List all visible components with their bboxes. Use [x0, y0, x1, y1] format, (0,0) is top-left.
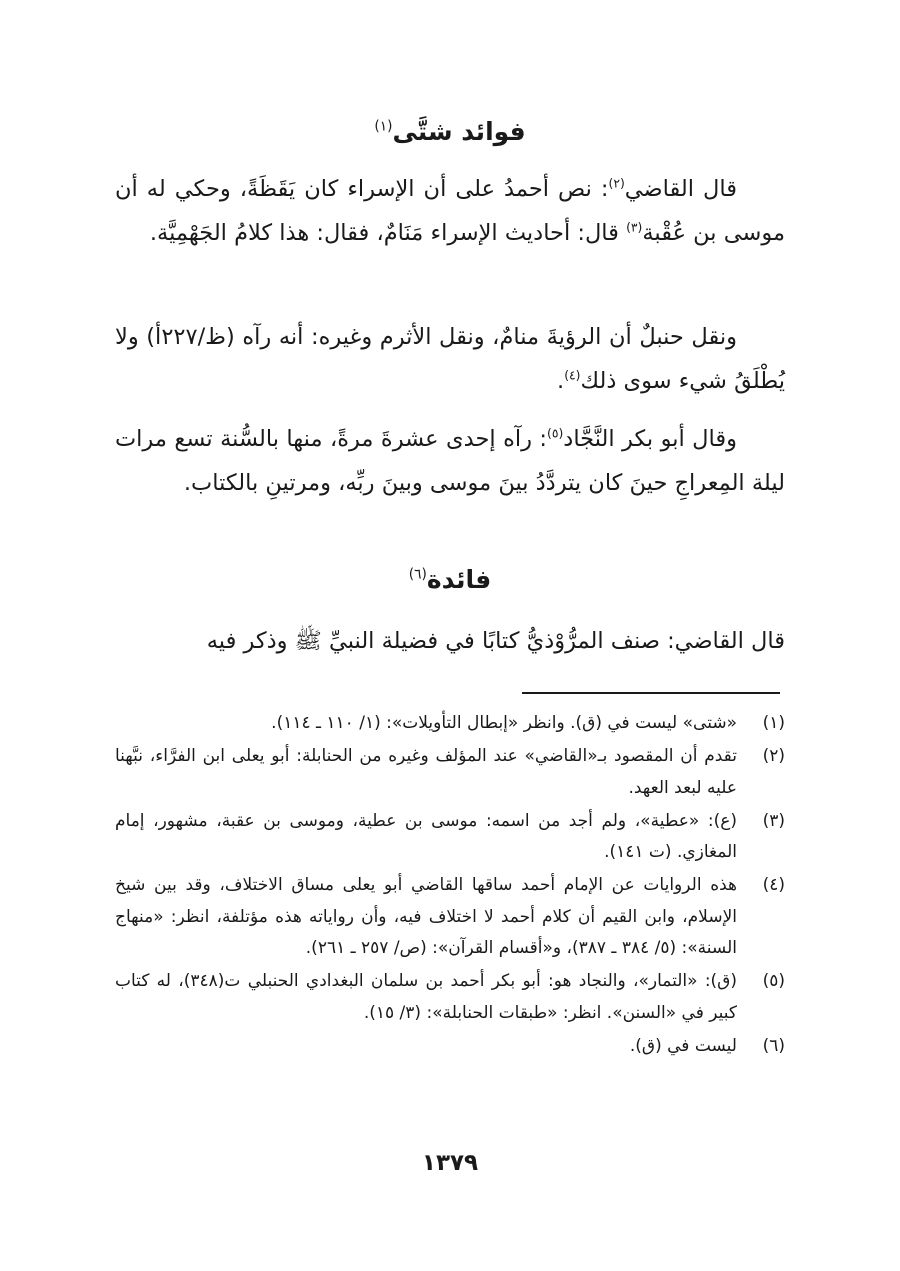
footnote-number: (٥): [762, 971, 785, 991]
footnote-text: «شتى» ليست في (ق). وانظر «إبطال التأويلات»: (١/ ١١٠ ـ ١١٤).: [271, 713, 737, 733]
footnote-number: (٢): [762, 746, 785, 766]
paragraph-text: : رآه إحدى عشرةَ مرةً، منها بالسُّنة تسع مرات ليلة المِعراجِ حينَ كان يتردَّدُ بينَ موسى وبينَ ربِّه، ومرتينِ بالكتاب.: [115, 426, 785, 496]
paragraph-text: قال القاضي: [624, 176, 737, 202]
paragraph-marrudhi: [115, 620, 785, 664]
paragraph-text: قال القاضي: صنف المرُّوْذيُّ كتابًا في فضيلة النبيِّ ﷺ وذكر فيه: [206, 628, 785, 654]
footnote-5: [115, 966, 785, 1029]
footnote-text: (ق): «التمار»، والنجاد هو: أبو بكر أحمد بن سلمان البغدادي الحنبلي ت(٣٤٨)، له كتاب كبير في «السنن». انظر: «طبقات الحنابلة»: (٣/ ١٥).: [115, 971, 737, 1023]
footnote-2: [115, 741, 785, 804]
footnote-marker: (٣): [626, 220, 643, 234]
footnote-3: [115, 806, 785, 869]
footnote-6: [115, 1031, 785, 1063]
paragraph-isra: [115, 168, 785, 255]
footnote-number: (٤): [762, 875, 785, 895]
footnote-1: [115, 708, 785, 740]
footnote-marker: (٤): [564, 368, 581, 382]
footnote-marker: (٦): [408, 566, 427, 583]
section-heading-fawaid: [0, 112, 900, 152]
footnote-text: (ع): «عطية»، ولم أجد من اسمه: موسى بن عطية، وموسى بن عقبة، مشهور، إمام المغازي. (ت ١٤١).: [115, 810, 737, 862]
footnote-4: [115, 870, 785, 965]
section-heading-text: فوائد شتَّى: [392, 117, 526, 146]
paragraph-text: ونقل حنبلٌ أن الرؤيةَ منامٌ، ونقل الأثرم وغيره: أنه رآه (ظ/٢٢٧أ) ولا يُطْلَقُ شيء سوى ذلك: [115, 324, 785, 394]
footnotes-block: [115, 708, 785, 1064]
paragraph-text: وقال أبو بكر النَّجَّاد: [563, 426, 737, 452]
page-number: ١٣٧٩: [421, 1150, 479, 1176]
footnote-number: (٦): [762, 1035, 785, 1056]
section-heading-text: فائدة: [426, 565, 492, 594]
footnote-text: ليست في (ق).: [629, 1035, 737, 1056]
paragraph-hanbal: [115, 316, 785, 403]
paragraph-text: : نص أحمدُ على أن الإسراء كان يَقَظَةً، وحكي له أن موسى بن عُقْبة: [115, 176, 785, 246]
paragraph-najjad: [115, 418, 785, 505]
footnote-divider: [522, 692, 780, 694]
paragraph-text: .: [557, 367, 565, 394]
section-heading-faida: [0, 560, 900, 600]
footnote-text: تقدم أن المقصود بـ«القاضي» عند المؤلف وغيره من الحنابلة: أبو يعلى ابن الفرَّاء، نبَّهنا عليه لبعد العهد.: [115, 746, 737, 798]
paragraph-text: قال: أحاديث الإسراء مَنَامٌ، فقال: هذا كلامُ الجَهْمِيَّة.: [149, 219, 627, 246]
footnote-marker: (٢): [608, 176, 625, 191]
footnote-marker: (٥): [547, 426, 564, 441]
footnote-number: (١): [762, 713, 785, 733]
footnote-text: هذه الروايات عن الإمام أحمد ساقها القاضي أبو يعلى مساق الاختلاف، وقد بين شيخ الإسلام، وابن القيم أن كلام أحمد لا اختلاف فيه، وأن رواياته هذه مؤتلفة، انظر: «منهاج السنة»: (٥/ ٣٨٤ ـ ٣٨٧)، و«أقسام القرآن»: (ص/ ٢٥٧ ـ ٢٦١).: [115, 875, 737, 958]
footnote-marker: (١): [374, 118, 393, 135]
footnote-number: (٣): [762, 810, 785, 831]
